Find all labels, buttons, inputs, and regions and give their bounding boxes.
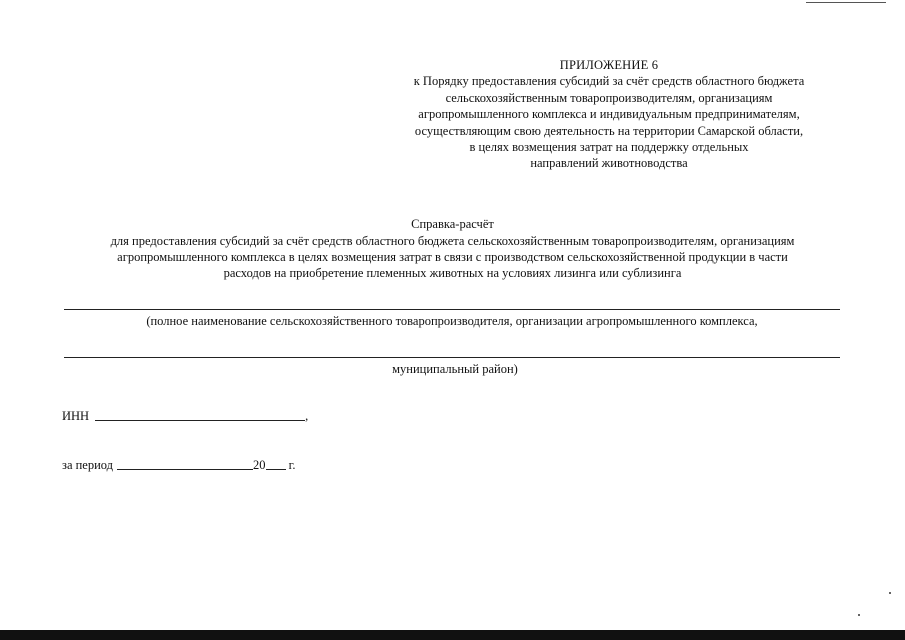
inn-row (62, 408, 308, 424)
inn-label: ИНН (62, 409, 90, 423)
district-fill-line[interactable] (64, 357, 840, 358)
appendix-line: осуществляющим свою деятельность на территории Самарской области, (414, 123, 804, 138)
scan-bottom-edge (0, 630, 905, 640)
district-caption: муниципальный район) (392, 362, 518, 376)
subtitle-line: агропромышленного комплекса в целях возмещения затрат в связи с производством сельскохозяйственной продукции в части (117, 250, 788, 265)
document-subtitle (40, 233, 865, 282)
appendix-line: к Порядку предоставления субсидий за счёт средств областного бюджета (413, 74, 805, 89)
subtitle-line: для предоставления субсидий за счёт средств областного бюджета сельскохозяйственным товаропроизводителям, организациям (110, 234, 795, 248)
year-prefix: 20 (253, 458, 266, 472)
inn-comma: , (305, 409, 309, 423)
appendix-line: направлений животноводства (530, 156, 688, 171)
org-name-fill-line[interactable] (64, 309, 840, 310)
appendix-header (362, 57, 856, 172)
year-blank-field[interactable] (266, 457, 286, 470)
org-name-caption: (полное наименование сельскохозяйственного товаропроизводителя, организации агропромышленного комплекса, (146, 314, 758, 328)
scan-speck (858, 614, 860, 616)
appendix-heading: ПРИЛОЖЕНИЕ 6 (559, 58, 659, 72)
subtitle-line: расходов на приобретение племенных животных на условиях лизинга или сублизинга (223, 266, 682, 281)
appendix-line: в целях возмещения затрат на поддержку отдельных (469, 140, 749, 155)
period-label: за период (62, 458, 114, 472)
scan-speck (889, 592, 891, 594)
appendix-line: агропромышленного комплекса и индивидуальным предпринимателям, (418, 107, 800, 122)
inn-blank-field[interactable] (95, 408, 305, 421)
appendix-line: сельскохозяйственным товаропроизводителям, организациям (445, 90, 773, 105)
period-row (62, 457, 296, 473)
period-blank-field[interactable] (117, 457, 253, 470)
document-title: Справка-расчёт (411, 217, 494, 231)
year-suffix: г. (288, 458, 296, 472)
scan-top-rule (806, 2, 886, 3)
